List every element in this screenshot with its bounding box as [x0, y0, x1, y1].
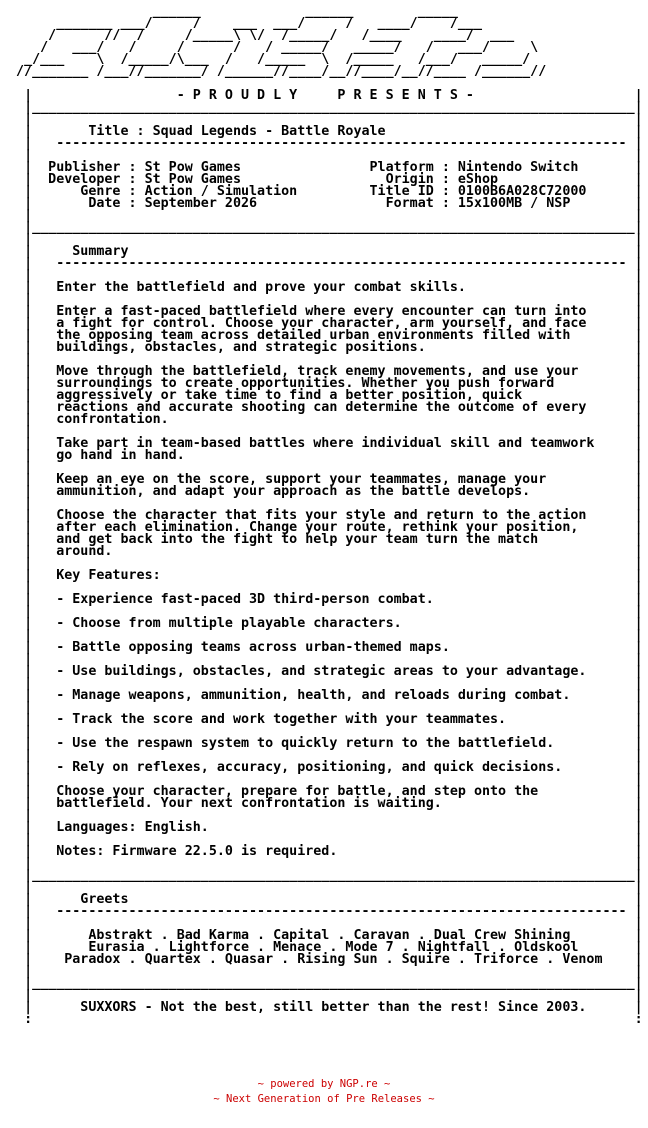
next-generation-link[interactable]: ~ Next Generation of Pre Releases ~ [213, 1093, 435, 1105]
summary-text: | after each elimination. Change your route, rethink your position, | [8, 520, 643, 535]
blank-line: | | [8, 856, 643, 871]
info-row: | Genre : Action / Simulation Title ID : 0100B6A028C72000 | [8, 184, 643, 199]
powered-by-link[interactable]: ~ powered by NGP.re ~ [257, 1078, 391, 1090]
logo-line: _______ ___/ / ___ ___/ / ____/ /___ [8, 16, 643, 31]
blank-line: | | [8, 748, 643, 763]
blank-line: | | [8, 556, 643, 571]
blank-line: | | [8, 232, 643, 247]
logo-line: ______ ______ _____ [8, 4, 643, 19]
section-divider: |___________________________________________________________________________| [8, 220, 643, 235]
feature-item: | - Manage weapons, ammunition, health, and reloads during combat. | [8, 688, 643, 703]
summary-rule: | ----------------------------------------------------------------------- | [8, 256, 643, 271]
feature-item: | - Use buildings, obstacles, and strategic areas to your advantage. | [8, 664, 643, 679]
site-footer [0, 1077, 648, 1107]
summary-text: | confrontation. | [8, 412, 643, 427]
summary-text: | reactions and accurate shooting can determine the outcome of every | [8, 400, 643, 415]
info-rule: | ----------------------------------------------------------------------- | [8, 136, 643, 151]
blank-line: | | [8, 964, 643, 979]
blank-line: | | [8, 460, 643, 475]
greets-line: | Paradox . Quartex . Quasar . Rising Sun . Squire . Triforce . Venom | [8, 952, 643, 967]
blank-line: | | [8, 772, 643, 787]
greets-rule: | ----------------------------------------------------------------------- | [8, 904, 643, 919]
logo-line: / // / /_____\ \/ /_____/ /____ ____/ ___ [8, 28, 643, 43]
section-divider: |___________________________________________________________________________| [8, 976, 643, 991]
logo-line: / ___/ / / / / _____/ _____/ / ___/ \ [8, 40, 643, 55]
nfo-text [8, 4, 643, 1027]
info-row: | Developer : St Pow Games Origin : eShop | [8, 172, 643, 187]
summary-text: | Move through the battlefield, track enemy movements, and use your | [8, 364, 643, 379]
blank-line: | | [8, 832, 643, 847]
feature-item: | - Experience fast-paced 3D third-person combat. | [8, 592, 643, 607]
greets-heading: | Greets | [8, 892, 643, 907]
logo-line: _/___ \ /_____/\___ / /_____ \ /_____ /___/ _____/ [8, 52, 643, 67]
blank-line: | | [8, 652, 643, 667]
summary-text: | go hand in hand. | [8, 448, 643, 463]
blank-line: | | [8, 724, 643, 739]
section-divider: |___________________________________________________________________________| [8, 100, 643, 115]
blank-line: | | [8, 676, 643, 691]
summary-heading: | Summary | [8, 244, 643, 259]
blank-line: | | [8, 880, 643, 895]
logo-line: //_______ /___//_______/ /______//____/__//____/__//____ /______// [8, 64, 643, 79]
blank-line: | | [8, 268, 643, 283]
summary-text: | Keep an eye on the score, support your teammates, manage your | [8, 472, 643, 487]
feature-item: | - Rely on reflexes, accuracy, positioning, and quick decisions. | [8, 760, 643, 775]
languages-line: | Languages: English. | [8, 820, 643, 835]
blank-line: | | [8, 148, 643, 163]
greets-line: | Abstrakt . Bad Karma . Capital . Caravan . Dual Crew Shining | [8, 928, 643, 943]
blank-line: | | [8, 580, 643, 595]
blank-line: | | [8, 424, 643, 439]
feature-item: | - Use the respawn system to quickly return to the battlefield. | [8, 736, 643, 751]
info-row: | Publisher : St Pow Games Platform : Nintendo Switch | [8, 160, 643, 175]
summary-text: | Enter a fast-paced battlefield where every encounter can turn into | [8, 304, 643, 319]
summary-text: | aggressively or take time to find a better position, quick | [8, 388, 643, 403]
blank-line: | | [8, 208, 643, 223]
feature-item: | - Track the score and work together with your teammates. | [8, 712, 643, 727]
blank-line: | | [8, 604, 643, 619]
summary-text: | buildings, obstacles, and strategic positions. | [8, 340, 643, 355]
summary-text: | around. | [8, 544, 643, 559]
blank-line: | | [8, 988, 643, 1003]
tagline: | SUXXORS - Not the best, still better than the rest! Since 2003. | [8, 1000, 643, 1015]
summary-text: | a fight for control. Choose your character, arm yourself, and face | [8, 316, 643, 331]
closing-text: | battlefield. Your next confrontation is waiting. | [8, 796, 643, 811]
feature-item: | - Choose from multiple playable characters. | [8, 616, 643, 631]
section-divider: |___________________________________________________________________________| [8, 868, 643, 883]
features-heading: | Key Features: | [8, 568, 643, 583]
closing-text: | Choose your character, prepare for battle, and step onto the | [8, 784, 643, 799]
box-bottom: : : [8, 1012, 643, 1027]
blank-line: | | [8, 496, 643, 511]
summary-text: | the opposing team across detailed urban environments filled with | [8, 328, 643, 343]
greets-line: | Eurasia . Lightforce . Menace . Mode 7 . Nightfall . Oldskool | [8, 940, 643, 955]
blank-line: | | [8, 916, 643, 931]
blank-line: | | [8, 292, 643, 307]
info-row: | Date : September 2026 Format : 15x100MB / NSP | [8, 196, 643, 211]
summary-text: | ammunition, and adapt your approach as the battle develops. | [8, 484, 643, 499]
presents-line: | - P R O U D L Y P R E S E N T S - | [8, 88, 643, 103]
blank-line: | | [8, 700, 643, 715]
blank-line: | | [8, 808, 643, 823]
summary-text: | Enter the battlefield and prove your combat skills. | [8, 280, 643, 295]
info-title: | Title : Squad Legends - Battle Royale | [8, 124, 643, 139]
summary-text: | surroundings to create opportunities. Whether you push forward | [8, 376, 643, 391]
blank-line: | | [8, 112, 643, 127]
blank-line: | | [8, 352, 643, 367]
summary-text: | and get back into the fight to help your team turn the match | [8, 532, 643, 547]
feature-item: | - Battle opposing teams across urban-themed maps. | [8, 640, 643, 655]
summary-text: | Choose the character that fits your style and return to the action | [8, 508, 643, 523]
blank-line: | | [8, 628, 643, 643]
summary-text: | Take part in team-based battles where individual skill and teamwork | [8, 436, 643, 451]
notes-line: | Notes: Firmware 22.5.0 is required. | [8, 844, 643, 859]
